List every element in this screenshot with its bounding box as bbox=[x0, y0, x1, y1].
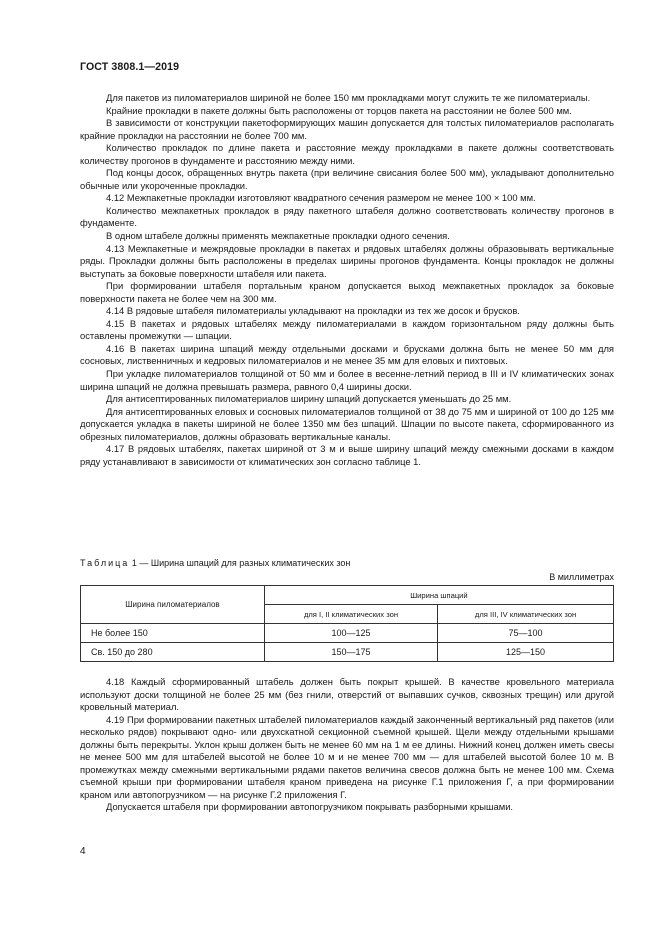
paragraph: Количество прокладок по длине пакета и расстояние между прокладками в пакете должны соответствовать количеству прогонов в фундаменте и расстоянию между ними. bbox=[80, 142, 614, 166]
table-cell: 75—100 bbox=[438, 624, 614, 643]
table-caption-text: 1 — Ширина шпаций для разных климатических зон bbox=[131, 558, 351, 568]
paragraph: В зависимости от конструкции пакетоформирующих машин допускается для толстых пиломатериалов располагать крайние прокладки на расстоянии не более 700 мм. bbox=[80, 117, 614, 141]
paragraph: Для антисептированных пиломатериалов ширину шпаций допускается уменьшать до 25 мм. bbox=[106, 393, 512, 405]
table-cell: 150—175 bbox=[264, 643, 437, 662]
paragraph: 4.18 Каждый сформированный штабель должен быть покрыт крышей. В качестве кровельного материала используют доски толщиной не более 25 мм (без гнили, отверстий от выпавших сучков, сквозных трещин) или другой кровельный материал. bbox=[80, 676, 614, 713]
paragraph: 4.13 Межпакетные и межрядовые прокладки в пакетах и рядовых штабелях должны образовывать вертикальные ряды. Прокладки должны быть расположены в пределах ширины прогонов фундамента. Концы прокладок не должны выступать за боковые поверхности штабеля или пакета. bbox=[80, 242, 614, 279]
table-cell: Св. 150 до 280 bbox=[81, 643, 265, 662]
table-caption-label: Таблица bbox=[80, 558, 130, 568]
body-text-top bbox=[80, 92, 614, 468]
paragraph: Для антисептированных еловых и сосновых пиломатериалов толщиной от 38 до 75 мм и шириной от 100 до 125 мм допускается укладка в пакеты шириной не более 1350 мм без шпаций. Шпации по высоте пакета, сформированного из обрезных пиломатериалов, должны образовать вертикальные каналы. bbox=[80, 405, 614, 442]
page-number: 4 bbox=[80, 846, 86, 857]
table-cell: Не более 150 bbox=[81, 624, 265, 643]
paragraph: Допускается штабеля при формировании автопогрузчиком покрывать разборными крышами. bbox=[106, 801, 514, 813]
paragraph: 4.16 В пакетах ширина шпаций между отдельными досками и брусками должна быть не менее 50 мм для сосновых, лиственничных и кедровых пиломатериалов и не менее 35 мм для еловых и пихтовых. bbox=[80, 342, 614, 367]
paragraph: При укладке пиломатериалов толщиной от 50 мм и более в весенне-летний период в III и IV климатических зонах ширина шпаций не должна превышать размера, равного 0,4 ширины доски. bbox=[80, 368, 614, 392]
paragraph: 4.15 В пакетах и рядовых штабелях между пиломатериалами в каждом горизонтальном ряду должны быть оставлены промежутки — шпации. bbox=[80, 317, 614, 342]
paragraph: Под концы досок, обращенных внутрь пакета (при величине свисания более 500 мм), укладывают дополнительно обычные или укороченные прокладки. bbox=[80, 167, 614, 191]
paragraph: Крайние прокладки в пакете должны быть расположены от торцов пакета на расстоянии не более 500 мм. bbox=[106, 104, 572, 116]
table-row bbox=[81, 624, 614, 643]
paragraph: 4.14 В рядовые штабеля пиломатериалы укладывают на прокладки из тех же досок и брусков. bbox=[106, 305, 520, 317]
col-header-zones-3-4: для III, IV климатических зон bbox=[438, 605, 614, 624]
table-cell: 125—150 bbox=[438, 643, 614, 662]
paragraph: 4.12 Межпакетные прокладки изготовляют квадратного сечения размером не менее 100 × 100 мм. bbox=[106, 192, 536, 204]
col-header-group: Ширина шпаций bbox=[264, 586, 613, 605]
body-text-bottom bbox=[80, 676, 614, 814]
table-caption bbox=[80, 558, 350, 568]
table-row bbox=[81, 643, 614, 662]
table-units: В миллиметрах bbox=[549, 572, 614, 582]
standard-header: ГОСТ 3808.1—2019 bbox=[80, 61, 180, 73]
col-header-width: Ширина пиломатериалов bbox=[81, 586, 265, 624]
paragraph: При формировании штабеля портальным краном допускается выход межпакетных прокладок за боковые поверхности пакета не более чем на 300 мм. bbox=[80, 280, 614, 304]
paragraph: В одном штабеле должны применять межпакетные прокладки одного сечения. bbox=[106, 230, 450, 242]
paragraph: 4.19 При формировании пакетных штабелей пиломатериалов каждый законченный вертикальный ряд пакетов (или несколько рядов) покрывают одно- или двухскатной секционной съемной крышей. Щели между отдельными крышами должны быть перекрыты. Уклон крыш должен быть не менее 60 мм на 1 м ее длины. Нижний конец должен иметь свесы не менее 500 мм для штабелей высотой не более 10 м и не менее 700 мм — для штабелей высотой более 10 м. В промежутках между смежными вертикальными рядами пакетов величина свесов должна быть не менее 100 мм. Схема съемной крыши при формировании штабеля краном приведена на рисунке Г.1 приложения Г, а при формировании краном или автопогрузчиком — на рисунке Г.2 приложения Г. bbox=[80, 713, 614, 800]
spacing-table bbox=[80, 585, 614, 662]
paragraph: 4.17 В рядовых штабелях, пакетах шириной от 3 м и выше ширину шпаций между смежными досками в каждом ряду устанавливают в зависимости от климатических зон согласно таблице 1. bbox=[80, 443, 614, 467]
col-header-zones-1-2: для I, II климатических зон bbox=[264, 605, 437, 624]
paragraph: Количество межпакетных прокладок в ряду пакетного штабеля должно соответствовать количеству прогонов в фундаменте. bbox=[80, 204, 614, 229]
table-cell: 100—125 bbox=[264, 624, 437, 643]
paragraph: Для пакетов из пиломатериалов шириной не более 150 мм прокладками могут служить те же пиломатериалы. bbox=[106, 92, 591, 103]
